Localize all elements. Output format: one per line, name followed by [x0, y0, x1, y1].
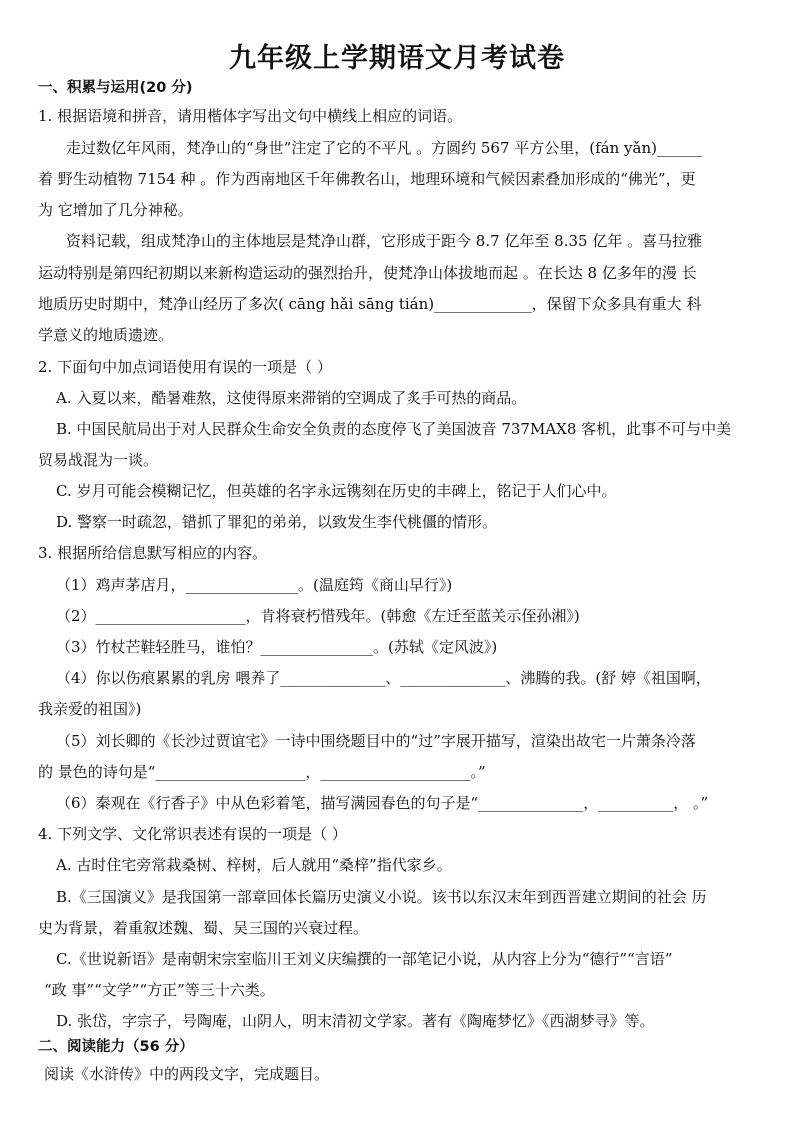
section-heading: 一、积累与运用(20 分) — [38, 80, 193, 96]
option-b-cont: 贸易战混为一谈。 — [38, 451, 159, 469]
page-title: 九年级上学期语文月考试卷 — [229, 43, 565, 74]
reading-instruction: 阅读《水浒传》中的两段文字，完成题目。 — [44, 1065, 330, 1083]
passage-line: 资料记载，组成梵净山的主体地层是梵净山群，它形成于距今 8.7 亿年至 8.35 亿年 。喜马拉雅 — [66, 232, 703, 250]
passage-line: 着 野生动植物 7154 种 。作为西南地区千年佛教名山，地理环境和气候因素叠加形成的“佛光”，更 — [38, 170, 696, 188]
passage-line: 为 它增加了几分神秘。 — [38, 201, 193, 219]
fill-item: （2）____________________，肯将衰朽惜残年。(韩愈《左迁至蓝关示侄孙湘》) — [56, 607, 580, 625]
option-d: D. 张岱，字宗子，号陶庵，山阴人，明末清初文学家。著有《陶庵梦忆》《西湖梦寻》等。 — [56, 1012, 655, 1030]
section-heading: 二、阅读能力（56 分） — [38, 1039, 194, 1055]
option-d: D. 警察一时疏忽，错抓了罪犯的弟弟，以致发生李代桃僵的情形。 — [56, 513, 498, 531]
fill-item: （5）刘长卿的《长沙过贾谊宅》一诗中围绕题目中的“过”字展开描写，渲染出故宅一片萧条冷落 — [56, 732, 696, 750]
option-b: B.《三国演义》是我国第一部章回体长篇历史演义小说。该书以东汉末年到西晋建立期间的社会 历 — [56, 888, 707, 906]
passage-line: 学意义的地质遗迹。 — [38, 326, 174, 344]
option-a: A. 古时住宅旁常栽桑树、梓树，后人就用“桑梓”指代家乡。 — [56, 856, 452, 874]
option-b: B. 中国民航局出于对人民群众生命安全负责的态度停飞了美国波音 737MAX8 客机，此事不可与中美 — [56, 420, 732, 438]
passage-line: 地质历史时期中，梵净山经历了多次( cāng hǎi sāng tián)_____________，保留下众多具有重大 科 — [38, 295, 702, 313]
fill-item-cont: 的 景色的诗句是“____________________，____________________。” — [38, 763, 486, 781]
fill-item: （6）秦观在《行香子》中从色彩着笔，描写满园春色的句子是“______________，__________， 。” — [56, 794, 709, 812]
option-c-cont: “政 事”“文学”“方正”等三十六类。 — [44, 981, 275, 999]
fill-item-cont: 我亲爱的祖国》) — [38, 700, 142, 718]
fill-item: （3）竹杖芒鞋轻胜马，谁怕？_______________。(苏轼《定风波》) — [56, 638, 498, 656]
passage-line: 走过数亿年风雨，梵净山的“身世”注定了它的不平凡 。方圆约 567 平方公里，(fán yǎn)______ — [66, 139, 702, 157]
option-a: A. 入夏以来，酷暑难熬，这使得原来滞销的空调成了炙手可热的商品。 — [56, 389, 527, 407]
question-2-stem: 2. 下面句中加点词语使用有误的一项是（ ） — [38, 358, 332, 376]
passage-line: 运动特别是第四纪初期以来新构造运动的强烈抬升，使梵净山体拔地而起 。在长达 8 亿多年的漫 长 — [38, 264, 697, 282]
question-1-stem: 1. 根据语境和拼音，请用楷体字写出文句中横线上相应的词语。 — [38, 107, 463, 125]
option-b-cont: 史为背景，着重叙述魏、蜀、吴三国的兴衰过程。 — [38, 919, 369, 937]
question-4-stem: 4. 下列文学、文化常识表述有误的一项是（ ） — [38, 825, 347, 843]
question-3-stem: 3. 根据所给信息默写相应的内容。 — [38, 544, 268, 562]
fill-item: （1）鸡声茅店月，_______________。(温庭筠《商山早行》) — [56, 576, 453, 594]
fill-item: （4）你以伤痕累累的乳房 喂养了______________、______________、沸腾的我。(舒 婷《祖国啊， — [56, 669, 711, 687]
option-c: C.《世说新语》是南朝宋宗室临川王刘义庆编撰的一部笔记小说，从内容上分为“德行”“言语” — [56, 950, 673, 968]
option-c: C. 岁月可能会模糊记忆，但英雄的名字永远镌刻在历史的丰碑上，铭记于人们心中。 — [56, 482, 617, 500]
